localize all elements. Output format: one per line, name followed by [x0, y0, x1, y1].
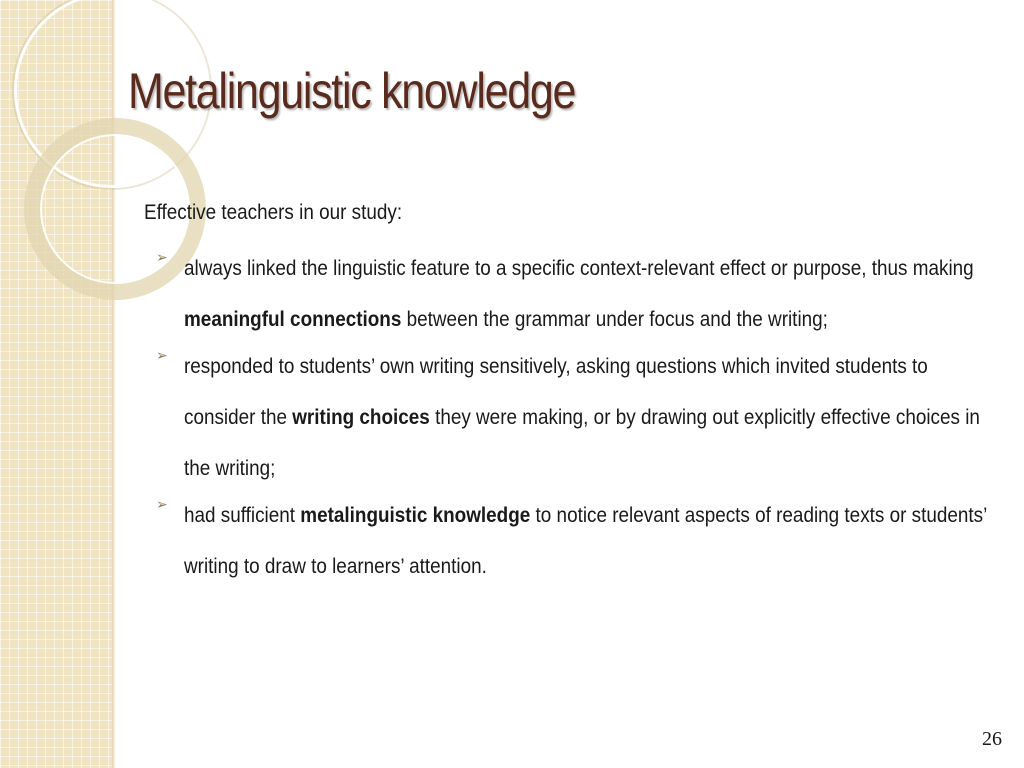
arrow-bullet-icon: ➢: [156, 347, 168, 363]
bullet-text-part: they were making, or by drawing out explicitly effective choices in the writing;: [184, 406, 980, 480]
bullet-text-part: always linked the linguistic feature to a specific context-relevant effect or purpose, thus making: [184, 257, 974, 280]
slide-title: Metalinguistic knowledge: [128, 63, 576, 119]
page-number: 26: [982, 728, 1002, 750]
bullet-text-part: responded to students’ own writing sensitively, asking questions which invited students to consider the: [184, 355, 928, 429]
arrow-bullet-icon: ➢: [156, 249, 168, 265]
bullet-list: [152, 249, 1002, 601]
bullet-text-part: between the grammar under focus and the writing;: [401, 308, 828, 331]
bullet-text: [184, 490, 994, 592]
bullet-text: [184, 243, 994, 345]
bullet-item: [152, 243, 1002, 345]
bullet-text: [184, 341, 994, 494]
bullet-emphasis: writing choices: [292, 406, 430, 429]
intro-text: Effective teachers in our study:: [144, 201, 403, 224]
bullet-text-part: had sufficient: [184, 504, 301, 527]
bullet-item: [152, 341, 1002, 494]
bullet-text-part: to notice relevant aspects of reading texts or students’ writing to draw to learners’ attention.: [184, 504, 987, 578]
bullet-item: [152, 490, 1002, 592]
bullet-emphasis: meaningful connections: [184, 308, 402, 331]
arrow-bullet-icon: ➢: [156, 496, 168, 512]
bullet-emphasis: metalinguistic knowledge: [300, 504, 531, 527]
